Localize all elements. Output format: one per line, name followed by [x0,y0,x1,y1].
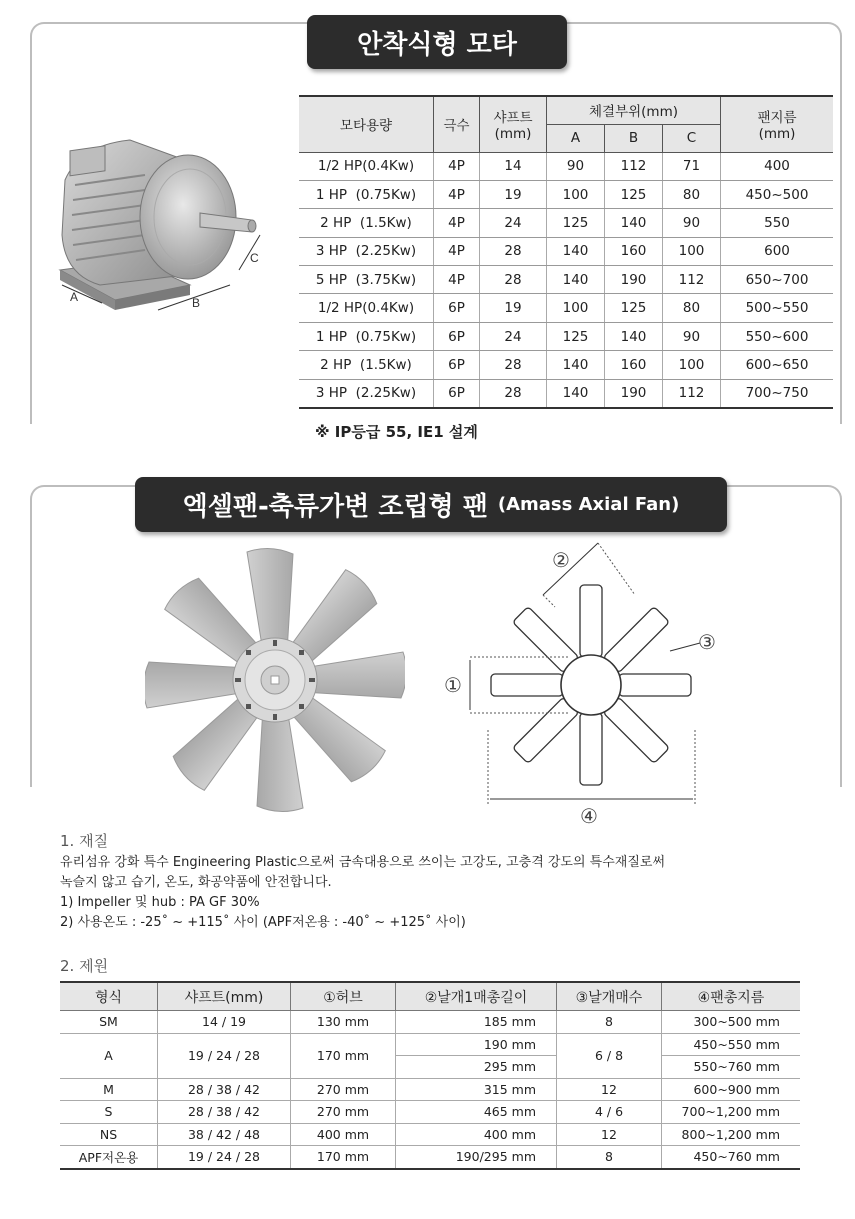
spec-type: A [60,1033,158,1078]
spec-shaft: 38 / 42 / 48 [158,1123,291,1146]
shaft-cell: 28 [480,379,547,408]
shaft-cell: 19 [480,294,547,322]
spec-dia: 800~1,200 mm [662,1123,801,1146]
shaft-cell: 24 [480,209,547,237]
fan-spec-table [60,981,800,1170]
poles-cell: 6P [434,322,480,350]
blade-length-marker-label: ② [552,548,570,572]
spec-header-hub: ①허브 [291,982,396,1011]
fan-dia-cell: 450~500 [721,180,834,208]
c-cell: 112 [663,379,721,408]
shaft-cell: 24 [480,322,547,350]
poles-cell: 4P [434,237,480,265]
spec-blade: 400 mm [396,1123,557,1146]
blade-count-marker-label: ③ [698,630,716,654]
b-cell: 160 [605,351,663,379]
fan-title-en: (Amass Axial Fan) [497,494,680,515]
b-cell: 112 [605,152,663,180]
header-c: C [663,124,721,152]
header-capacity: 모타용량 [299,96,434,152]
spec-shaft: 19 / 24 / 28 [158,1033,291,1078]
poles-cell: 4P [434,266,480,294]
spec-count: 4 / 6 [557,1101,662,1124]
c-cell: 90 [663,322,721,350]
dim-c-label: C [250,251,259,265]
b-cell: 125 [605,180,663,208]
fan-dia-cell: 550~600 [721,322,834,350]
fan-dia-cell: 650~700 [721,266,834,294]
shaft-cell: 28 [480,351,547,379]
header-poles: 극수 [434,96,480,152]
spec-hub: 170 mm [291,1146,396,1169]
fan-dia-cell: 550 [721,209,834,237]
spec-blade: 315 mm [396,1078,557,1101]
spec-type: NS [60,1123,158,1146]
fan-illustration [145,545,405,815]
a-cell: 125 [547,322,605,350]
spec-type: SM [60,1011,158,1034]
motor-row [299,209,833,237]
material-heading: 1. 재질 [60,832,109,850]
poles-cell: 4P [434,209,480,237]
motor-section-title: 안착식형 모타 [307,15,567,69]
c-cell: 80 [663,180,721,208]
motor-illustration [40,125,275,325]
header-fan-dia-label: 팬지름 [757,110,797,127]
spec-dia: 300~500 mm [662,1011,801,1034]
dim-b-label: B [192,296,201,310]
material-line-3: 1) Impeller 및 hub : PA GF 30% [60,895,260,910]
a-cell: 125 [547,209,605,237]
header-b: B [605,124,663,152]
motor-row [299,294,833,322]
a-cell: 140 [547,266,605,294]
b-cell: 140 [605,209,663,237]
motor-row [299,237,833,265]
spec-dia: 450~760 mm [662,1146,801,1169]
spec-type: M [60,1078,158,1101]
a-cell: 100 [547,294,605,322]
spec-type: APF저온용 [60,1146,158,1169]
spec-header-blade-count: ③날개매수 [557,982,662,1011]
material-text [60,853,665,933]
motor-row [299,351,833,379]
spec-header-type: 형식 [60,982,158,1011]
motor-row [299,152,833,180]
a-cell: 90 [547,152,605,180]
spec-blade: 295 mm [396,1056,557,1079]
fan-dia-marker-label: ④ [580,804,598,825]
shaft-cell: 28 [480,266,547,294]
capacity-cell: 3 HP (2.25Kw) [299,379,434,408]
b-cell: 140 [605,322,663,350]
fan-dia-cell: 700~750 [721,379,834,408]
shaft-cell: 14 [480,152,547,180]
spec-blade: 185 mm [396,1011,557,1034]
spec-shaft: 19 / 24 / 28 [158,1146,291,1169]
spec-row-ns [60,1123,800,1146]
fan-dia-cell: 500~550 [721,294,834,322]
fan-section-title [135,477,727,532]
hub-marker-label: ① [444,673,462,697]
motor-spec-table [299,95,833,409]
capacity-cell: 1/2 HP(0.4Kw) [299,152,434,180]
capacity-cell: 1/2 HP(0.4Kw) [299,294,434,322]
b-cell: 160 [605,237,663,265]
spec-hub: 400 mm [291,1123,396,1146]
poles-cell: 4P [434,180,480,208]
c-cell: 100 [663,237,721,265]
spec-blade: 190 mm [396,1033,557,1056]
material-line-4: 2) 사용온도 : -25˚ ~ +115˚ 사이 (APF저온용 : -40˚ ~ +125˚ 사이) [60,915,466,930]
spec-blade: 465 mm [396,1101,557,1124]
header-shaft [480,96,547,152]
fan-title-ko: 엑셀팬-축류가변 조립형 팬 [182,492,488,522]
spec-dia: 600~900 mm [662,1078,801,1101]
spec-shaft: 28 / 38 / 42 [158,1101,291,1124]
header-fan-dia [721,96,834,152]
a-cell: 140 [547,237,605,265]
ip-rating-note: ※ IP등급 55, IE1 설계 [315,423,478,441]
motor-row [299,180,833,208]
c-cell: 90 [663,209,721,237]
motor-row [299,379,833,408]
c-cell: 80 [663,294,721,322]
b-cell: 125 [605,294,663,322]
spec-count: 12 [557,1123,662,1146]
spec-type: S [60,1101,158,1124]
capacity-cell: 1 HP (0.75Kw) [299,322,434,350]
motor-row [299,266,833,294]
b-cell: 190 [605,379,663,408]
poles-cell: 6P [434,294,480,322]
spec-row-a [60,1033,800,1056]
spec-hub: 270 mm [291,1101,396,1124]
spec-dia: 700~1,200 mm [662,1101,801,1124]
spec-dia: 550~760 mm [662,1056,801,1079]
spec-header-fan-dia: ④팬총지름 [662,982,801,1011]
c-cell: 112 [663,266,721,294]
motor-row [299,322,833,350]
header-fastening: 체결부위(mm) [547,96,721,124]
spec-header-blade-length: ②날개1매총길이 [396,982,557,1011]
spec-row-m [60,1078,800,1101]
header-shaft-label: 샤프트 [493,110,533,127]
poles-cell: 6P [434,379,480,408]
fan-dia-cell: 600 [721,237,834,265]
material-line-2: 녹슬지 않고 습기, 온도, 화공약품에 안전합니다. [60,875,332,890]
capacity-cell: 3 HP (2.25Kw) [299,237,434,265]
poles-cell: 4P [434,152,480,180]
spec-shaft: 28 / 38 / 42 [158,1078,291,1101]
material-line-1: 유리섬유 강화 특수 Engineering Plastic으로써 금속대용으로 쓰이는 고강도, 고충격 강도의 특수재질로써 [60,855,666,870]
spec-shaft: 14 / 19 [158,1011,291,1034]
a-cell: 100 [547,180,605,208]
capacity-cell: 1 HP (0.75Kw) [299,180,434,208]
spec-hub: 170 mm [291,1033,396,1078]
specs-heading: 2. 제원 [60,957,109,975]
fan-dimension-diagram [430,535,730,825]
spec-count: 8 [557,1146,662,1169]
spec-row-s [60,1101,800,1124]
fan-dia-cell: 600~650 [721,351,834,379]
spec-row-sm [60,1011,800,1034]
spec-count: 8 [557,1011,662,1034]
dim-a-label: A [70,290,79,304]
spec-row-apf [60,1146,800,1169]
header-a: A [547,124,605,152]
capacity-cell: 5 HP (3.75Kw) [299,266,434,294]
poles-cell: 6P [434,351,480,379]
header-shaft-unit: (mm) [494,126,532,143]
spec-hub: 270 mm [291,1078,396,1101]
spec-count: 6 / 8 [557,1033,662,1078]
header-fan-dia-unit: (mm) [758,126,796,143]
c-cell: 71 [663,152,721,180]
spec-blade: 190/295 mm [396,1146,557,1169]
spec-header-shaft: 샤프트(mm) [158,982,291,1011]
c-cell: 100 [663,351,721,379]
a-cell: 140 [547,379,605,408]
spec-dia: 450~550 mm [662,1033,801,1056]
b-cell: 190 [605,266,663,294]
shaft-cell: 28 [480,237,547,265]
spec-hub: 130 mm [291,1011,396,1034]
fan-dia-cell: 400 [721,152,834,180]
capacity-cell: 2 HP (1.5Kw) [299,351,434,379]
a-cell: 140 [547,351,605,379]
spec-count: 12 [557,1078,662,1101]
capacity-cell: 2 HP (1.5Kw) [299,209,434,237]
shaft-cell: 19 [480,180,547,208]
